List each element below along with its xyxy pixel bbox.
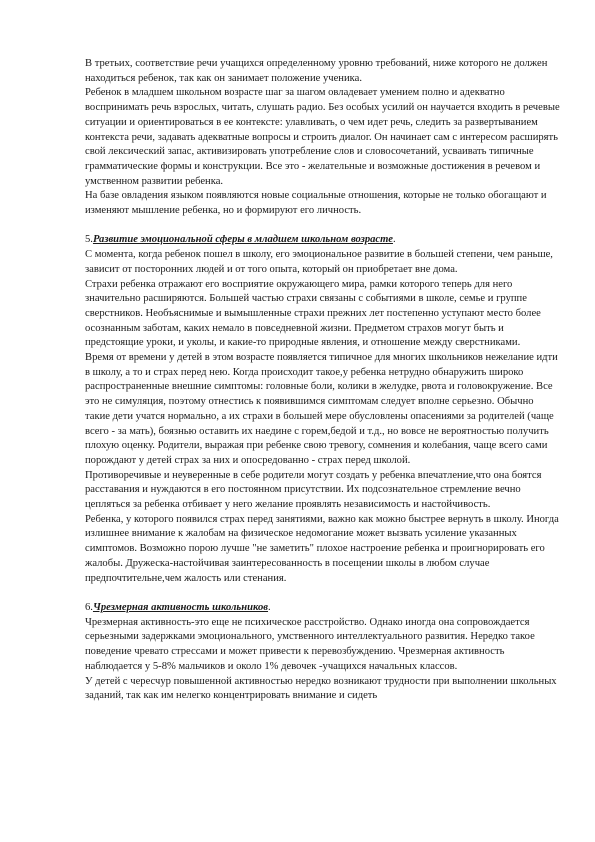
paragraph: Чрезмерная активность-это еще не психическое расстройство. Однако иногда она сопровождается серьезными задержками эмоционального, умственного интеллектуального развития. Нередко такое поведение чревато стрессами и может привести к перевозбуждению. Чрезмерная активность наблюдается у 5-8% мальчиков и около 1% девочек -учащихся начальных классов. bbox=[85, 616, 535, 672]
paragraph: Противоречивые и неуверенные в себе родители могут создать у ребенка впечатление,что она боятся расставания и нуждаются в его постоянном присутствии. Их подсознательное стремление вечно цепляться за ребенка отбивает у него желание проявлять независимость и настойчивость. bbox=[85, 469, 542, 511]
section-number: 6. bbox=[85, 601, 93, 613]
section-title-end: . bbox=[268, 601, 271, 613]
section-heading-5 bbox=[85, 233, 560, 248]
paragraph: У детей с чересчур повышенной активностью нередко возникают трудности при выполнении школьных заданий, так как им нелегко концентрировать внимание и сидеть bbox=[85, 675, 557, 702]
paragraph-gap bbox=[85, 219, 560, 234]
document-page bbox=[85, 57, 560, 704]
paragraph: С момента, когда ребенок пошел в школу, его эмоциональное развитие в большей степени, чем раньше, зависит от посторонних людей и от того опыта, который он приобретает вне дома. bbox=[85, 249, 553, 275]
paragraph: Время от времени у детей в этом возрасте появляется типичное для многих школьников нежелание идти в школу, а то и страх перед нею. Когда происходит такое,у ребенка нетрудно обнаружить широко распространенные внешние симптомы: головные боли, колики в желудке, рвота и головокружение. Все это не симуляция, поэтому отнестись к появившимся симптомам следует вполне серьезно. Обычно такие дети учатся нормально, а их страхи в большей мере обусловлены опасениями за родителей (чаще всего - за мать), боязнью оставить их наедине с горем,бедой и т.д., но вовсе не вероятностью получить плохую оценку. Родители, выражая при ребенке свою тревогу, сомнения и колебания, чаще всего сами порождают у детей страх за них и опосредованно - страх перед школой. bbox=[85, 352, 558, 466]
section-heading-6 bbox=[85, 601, 560, 616]
paragraph: Страхи ребенка отражают его восприятие окружающего мира, рамки которого теперь для него значительно расширяются. Большей частью страхи связаны с событиями в школе, семье и группе сверстников. Необъяснимые и вымышленные страхи прежних лет постепенно уступают место более осознанным заботам, каких немало в повседневной жизни. Предметом страхов могут быть и предстоящие уроки, и уколы, и какие-то природные явления, и отношение между сверстниками. bbox=[85, 278, 541, 349]
section-title-end: . bbox=[392, 234, 396, 246]
section-title: Развитие эмоциональной сферы в младшем школьном возрасте bbox=[92, 234, 393, 246]
paragraph-gap bbox=[85, 586, 560, 601]
section-title: Чрезмерная активность школьников bbox=[92, 601, 269, 613]
paragraph: Ребенка, у которого появился страх перед занятиями, важно как можно быстрее вернуть в школу. Иногда излишнее внимание к жалобам на физическое недомогание может вызвать усиление указанных симптомов. Возможно порою лучше "не заметить" плохое настроение ребенка и проигнорировать его жалобы. Дружеска-настойчивая заинтересованность в посещении школы в любом случае предпочтительне,чем жалость или стенания. bbox=[85, 513, 559, 584]
section-number: 5. bbox=[85, 234, 93, 246]
paragraph: Ребенок в младшем школьном возрасте шаг за шагом овладевает умением полно и адекватно воспринимать речь взрослых, читать, слушать радио. Без особых усилий он научается входить в речевые ситуации и ориентироваться в ее контексте: улавливать, о чем идет речь, следить за развертыванием контекста речи, задавать адекватные вопросы и строить диалог. Он начинает сам с интересом расширять свой лексический запас, активизировать употребление слов и словосочетаний, усваивать типичные грамматические формы и конструкции. Все это - желательные и возможные достижения в речевом и умственном развитии ребенка. bbox=[85, 87, 560, 187]
paragraph: В третьих, соответствие речи учащихся определенному уровню требований, ниже которого не должен находиться ребенок, так как он занимает положение ученика. bbox=[85, 58, 548, 84]
paragraph: На базе овладения языком появляются новые социальные отношения, которые не только обогащают и изменяют мышление ребенка, но и формируют его личность. bbox=[85, 190, 547, 217]
